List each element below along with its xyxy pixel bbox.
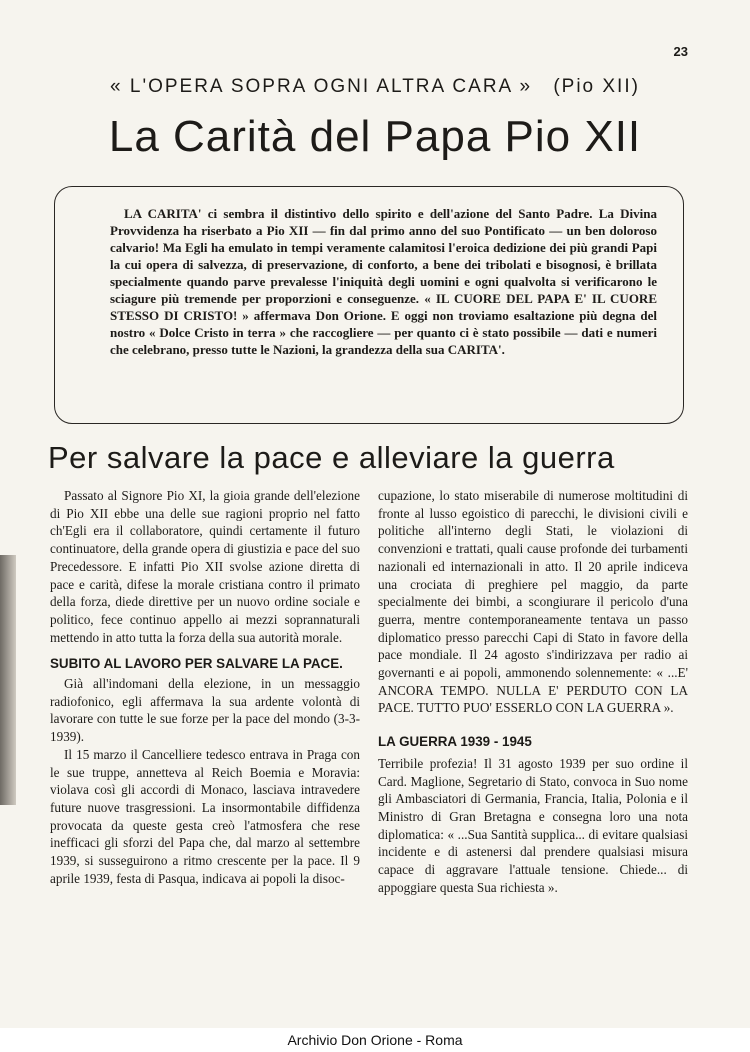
scan-edge-shadow	[0, 555, 16, 805]
left-paragraph-3: Il 15 marzo il Cancelliere tedesco entrava in Praga con le sue truppe, annetteva al Reich Boemia e Moravia: violava così gli accordi di Monaco, lasciava intravedere future nuove trasgressioni. La insormontabile diffidenza provocata da queste gesta creò l'atmosfera che rese inefficaci gli sforzi del Papa che, dal marzo al settembre 1939, si susseguirono a ritmo crescente per la pace. Il 9 aprile 1939, festa di Pasqua, indicava ai popoli la disoc-	[50, 746, 360, 886]
right-subheading: LA GUERRA 1939 - 1945	[378, 734, 532, 750]
section-title: Per salvare la pace e alleviare la guerra	[48, 440, 615, 475]
kicker-attribution: (Pio XII)	[553, 76, 640, 97]
archive-footer: Archivio Don Orione - Roma	[0, 1028, 750, 1052]
right-paragraph-2: Terribile profezia! Il 31 agosto 1939 per suo ordine il Card. Maglione, Segretario di Stato, convoca in Suo nome gli Ambasciatori di Germania, Francia, Italia, Polonia e il Ministro di Gran Bretagna e consegna loro una nota diplomatica: « ...Sua Santità supplica... di evitare qualsiasi incidente e di astenersi dal prendere qualsiasi misura capace di aggravare l'attuale tensione. Chiede... di appoggiare questa Sua richiesta ».	[378, 755, 688, 895]
left-paragraph-1: Passato al Signore Pio XI, la gioia grande dell'elezione di Pio XII ebbe una delle sue ragioni proprio nel fatto ch'Egli era il collaboratore, quindi certamente il futuro continuatore, della grande opera di giustizia e pace del suo Precedessore. E infatti Pio XII svolse azione diretta di pace e carità, difese la morale cristiana contro il primato della forza, diede direttive per un nuovo ordine sociale e politico, fece continuo appello ai mezzi soprannaturali mettendo in atto tutta la forza della sua autorità morale.	[50, 488, 360, 645]
kicker-line	[0, 76, 750, 98]
left-column	[50, 487, 360, 887]
right-paragraph-1: cupazione, lo stato miserabile di numerose moltitudini di fronte al lusso egoistico di parecchi, le divisioni civili e politiche all'interno degli Stati, le violazioni di convenzioni e trattati, quali cause profonde dei turbamenti nazionali ed internazionali in atto. Il 20 aprile indiceva una crociata di preghiere pel maggio, da parte specialmente dei bimbi, a scongiurare il pericolo d'una guerra, mentre contemporaneamente tentava un passo diplomatico presso parecchi Capi di Stato in favore della pace mondiale. Il 24 agosto s'indirizzava per radio ai governanti e ai popoli, ammonendo solennemente: « ...E' ANCORA TEMPO. NULLA E' PERDUTO CON LA PACE. TUTTO PUO' ESSERLO CON LA GUERRA ».	[378, 488, 688, 716]
left-subheading: SUBITO AL LAVORO PER SALVARE LA PACE.	[50, 656, 343, 672]
right-column	[378, 487, 688, 896]
kicker-quote: « L'OPERA SOPRA OGNI ALTRA CARA »	[110, 76, 533, 97]
intro-text: LA CARITA' ci sembra il distintivo dello spirito e dell'azione del Santo Padre. La Divina Provvidenza ha riserbato a Pio XII — fin dal primo anno del suo Pontificato — un ben doloroso calvario! Ma Egli ha emulato in tempi veramente calamitosi l'eroica dedizione dei più grandi Papi la cui opera di salvezza, di preservazione, di conforto, a bene dei tribolati e bisognosi, è brillata specialmente quando parve prevalesse l'iniquità degli uomini e ogni qualvolta si verificarono le sciagure più tremende per proporzioni e conseguenze. « IL CUORE DEL PAPA E' IL CUORE STESSO DI CRISTO! » affermava Don Orione. E oggi non troviamo esaltazione più degna del nostro « Dolce Cristo in terra » che raccogliere — per quanto ci è stato possibile — dati e numeri che celebrano, presso tutte le Nazioni, la grandezza della sua CARITA'.	[110, 206, 657, 357]
page-number: 23	[673, 44, 688, 59]
left-paragraph-2: Già all'indomani della elezione, in un messaggio radiofonico, egli affermava la sua ardente volontà di lavorare con tutte le sue forze per la pace del mondo (3-3-1939).	[50, 676, 360, 745]
intro-box	[54, 186, 684, 424]
page-title: La Carità del Papa Pio XII	[108, 112, 642, 161]
